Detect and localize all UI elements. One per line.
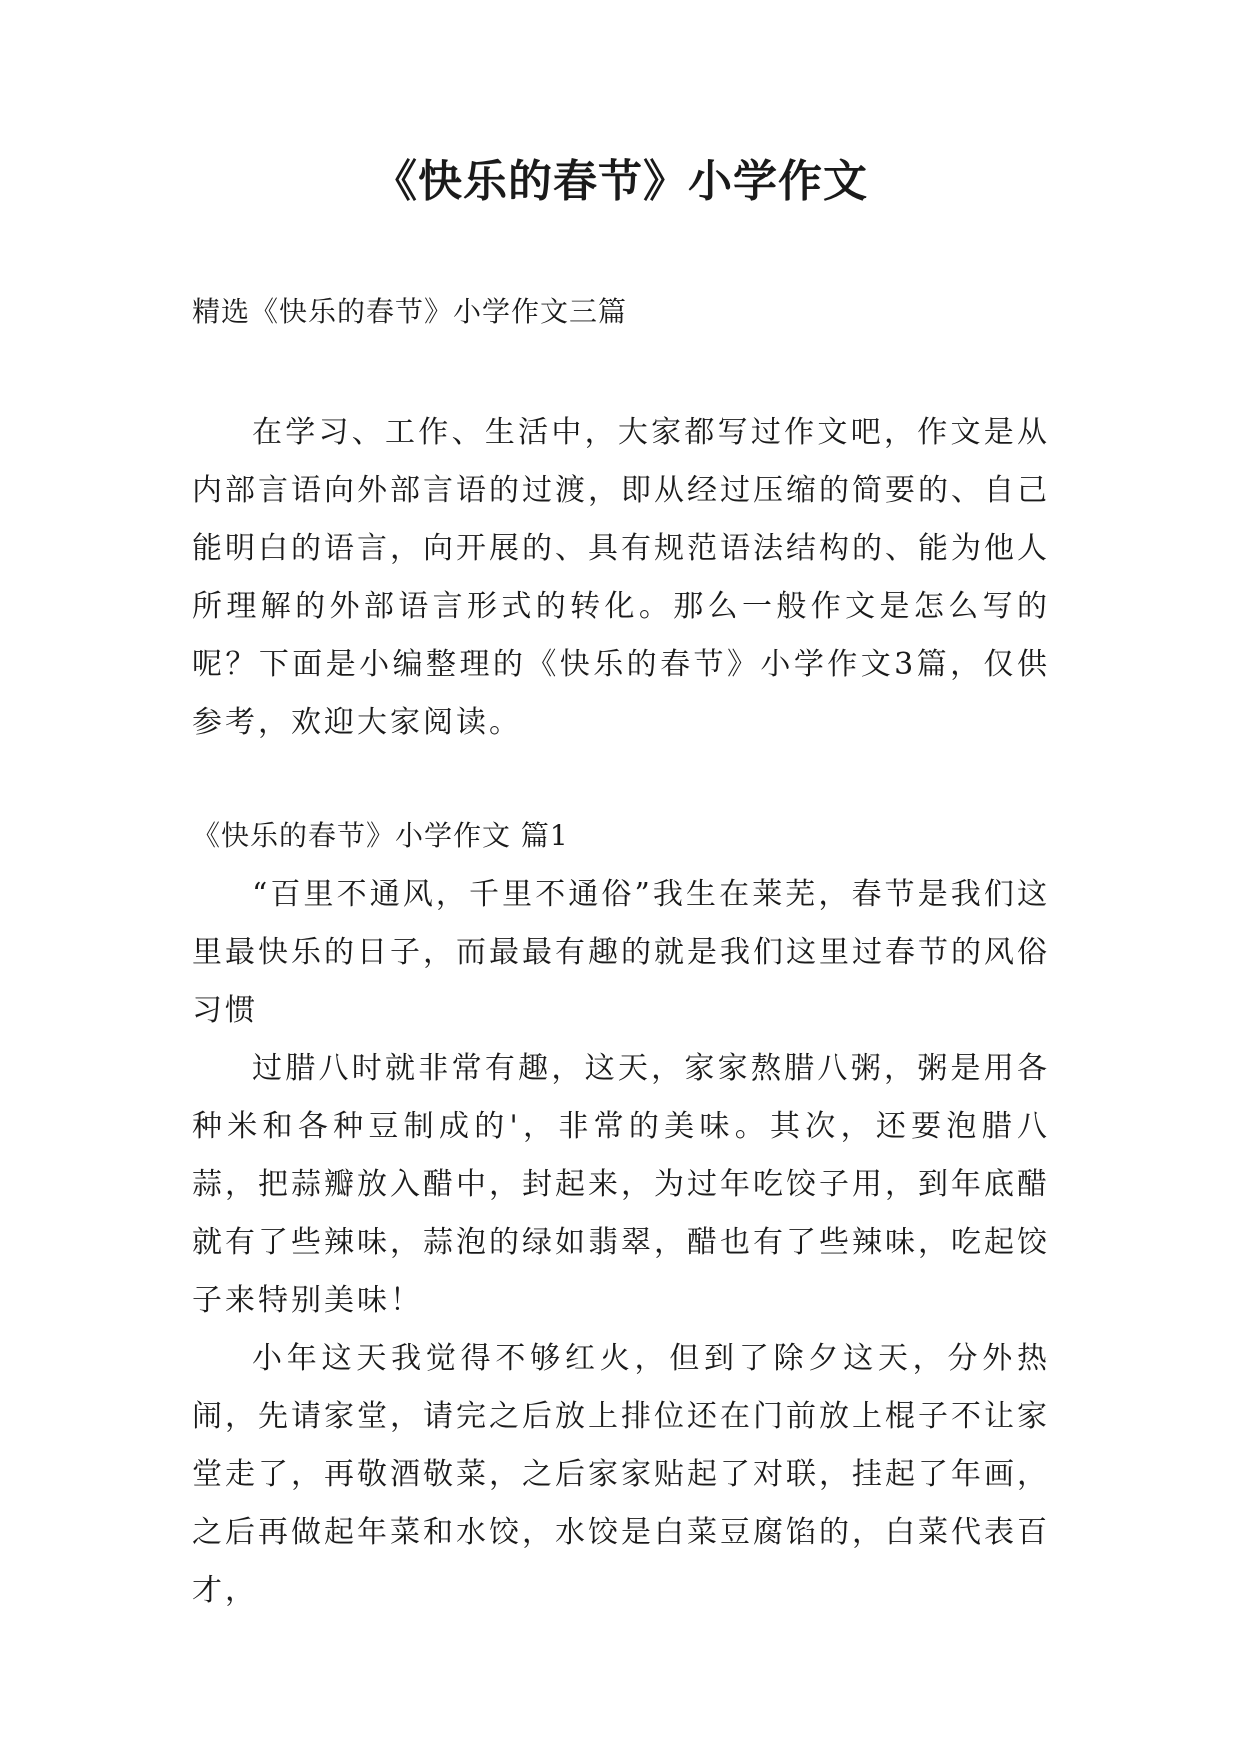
document-subtitle: 精选《快乐的春节》小学作文三篇: [192, 295, 628, 328]
essay-paragraph-3: 小年这天我觉得不够红火，但到了除夕这天，分外热闹，先请家堂，请完之后放上排位还在门前放上棍子不让家堂走了，再敬酒敬菜，之后家家贴起了对联，挂起了年画，之后再做起年菜和水饺，水饺是白菜豆腐馅的，白菜代表百才，: [192, 1341, 1050, 1608]
intro-block: [192, 404, 1050, 752]
document-title: 《快乐的春节》小学作文: [373, 156, 868, 207]
section-heading: 《快乐的春节》小学作文 篇1: [192, 819, 569, 852]
intro-paragraph: 在学习、工作、生活中，大家都写过作文吧，作文是从内部言语向外部言语的过渡，即从经过压缩的简要的、自己能明白的语言，向开展的、具有规范语法结构的、能为他人所理解的外部语言形式的转化。那么一般作文是怎么写的呢？下面是小编整理的《快乐的春节》小学作文3篇，仅供参考，欢迎大家阅读。: [192, 415, 1050, 740]
essay-paragraph-2: 过腊八时就非常有趣，这天，家家熬腊八粥，粥是用各种米和各种豆制成的'，非常的美味。其次，还要泡腊八蒜，把蒜瓣放入醋中，封起来，为过年吃饺子用，到年底醋就有了些辣味，蒜泡的绿如翡翠，醋也有了些辣味，吃起饺子来特别美味！: [192, 1051, 1050, 1318]
essay-body: [192, 866, 1050, 1620]
essay-paragraph-1: “百里不通风，千里不通俗”我生在莱芜，春节是我们这里最快乐的日子，而最最有趣的就是我们这里过春节的风俗习惯: [192, 877, 1050, 1028]
